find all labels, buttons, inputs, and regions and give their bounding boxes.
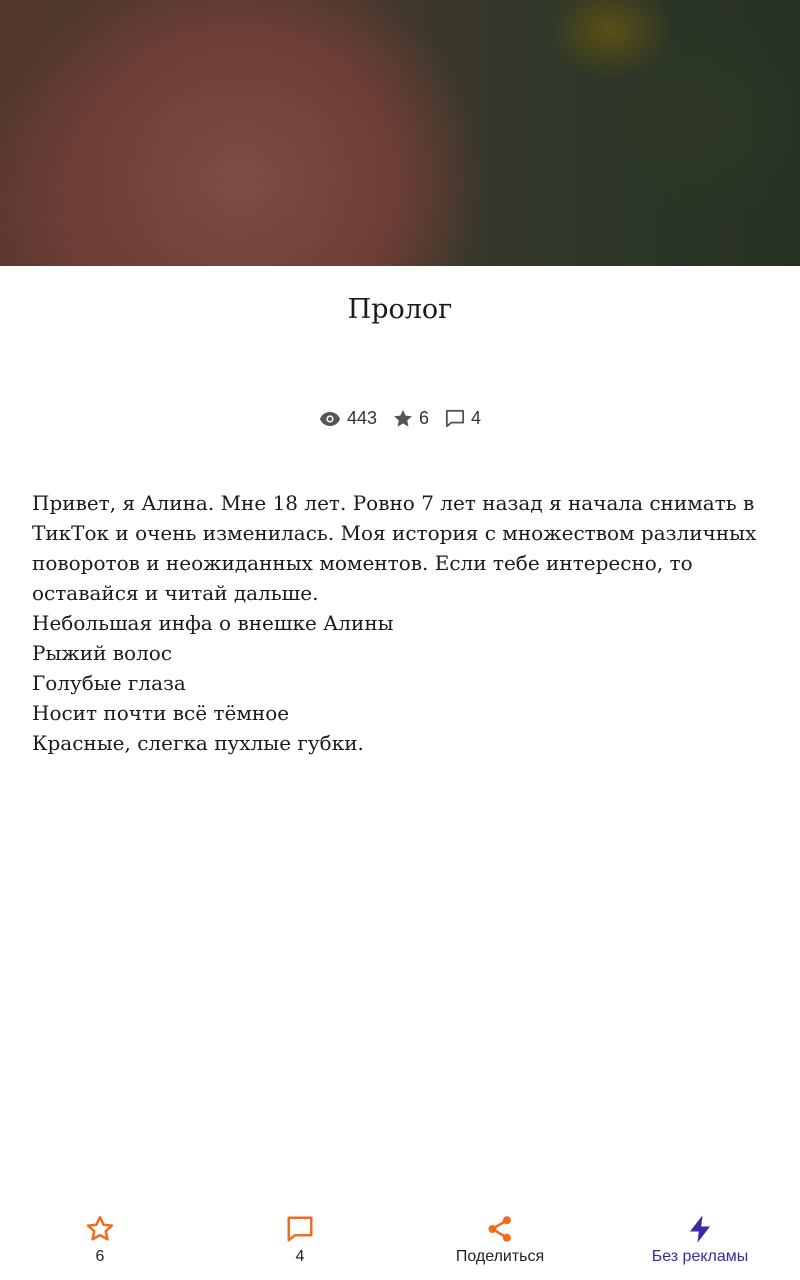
- comment-outline-icon: [285, 1214, 315, 1244]
- views-stat: [319, 408, 377, 429]
- comments-button[interactable]: [200, 1200, 400, 1280]
- comment-count: 4: [295, 1248, 305, 1265]
- comments-stat: [445, 408, 481, 429]
- comments-count: 4: [471, 408, 482, 428]
- chapter-paragraph: Рыжий волос: [32, 641, 173, 665]
- chapter-text: [32, 488, 772, 758]
- no-ads-label: Без рекламы: [651, 1248, 749, 1265]
- chapter-paragraph: Носит почти всё тёмное: [32, 701, 290, 725]
- bottom-action-bar: [0, 1200, 800, 1280]
- eye-icon: [319, 411, 341, 427]
- share-label: Поделиться: [455, 1248, 545, 1265]
- stars-stat: [393, 408, 429, 429]
- lightning-icon: [685, 1214, 715, 1244]
- chapter-cover-image: [0, 0, 800, 266]
- views-count: 443: [346, 408, 377, 428]
- chapter-paragraph: Привет, я Алина. Мне 18 лет. Ровно 7 лет назад я начала снимать в ТикТок и очень изменилась. Моя история с множеством различных поворотов и неожиданных моментов. Если тебе интересно, то оставайся и читай дальше.: [32, 491, 757, 605]
- share-button[interactable]: [400, 1200, 600, 1280]
- chapter-stats: [0, 408, 800, 429]
- comment-icon: [445, 409, 465, 428]
- vote-count: 6: [95, 1248, 105, 1265]
- vote-button[interactable]: [0, 1200, 200, 1280]
- chapter-paragraph: Красные, слегка пухлые губки.: [32, 731, 364, 755]
- cover-overlay: [0, 0, 800, 266]
- share-icon: [485, 1214, 515, 1244]
- chapter-title: Пролог: [347, 294, 453, 325]
- star-icon: [393, 409, 413, 428]
- chapter-paragraph: Голубые глаза: [32, 671, 186, 695]
- stars-count: 6: [419, 408, 430, 428]
- no-ads-button[interactable]: [600, 1200, 800, 1280]
- chapter-paragraph: Небольшая инфа о внешке Алины: [32, 611, 394, 635]
- star-outline-icon: [85, 1214, 115, 1244]
